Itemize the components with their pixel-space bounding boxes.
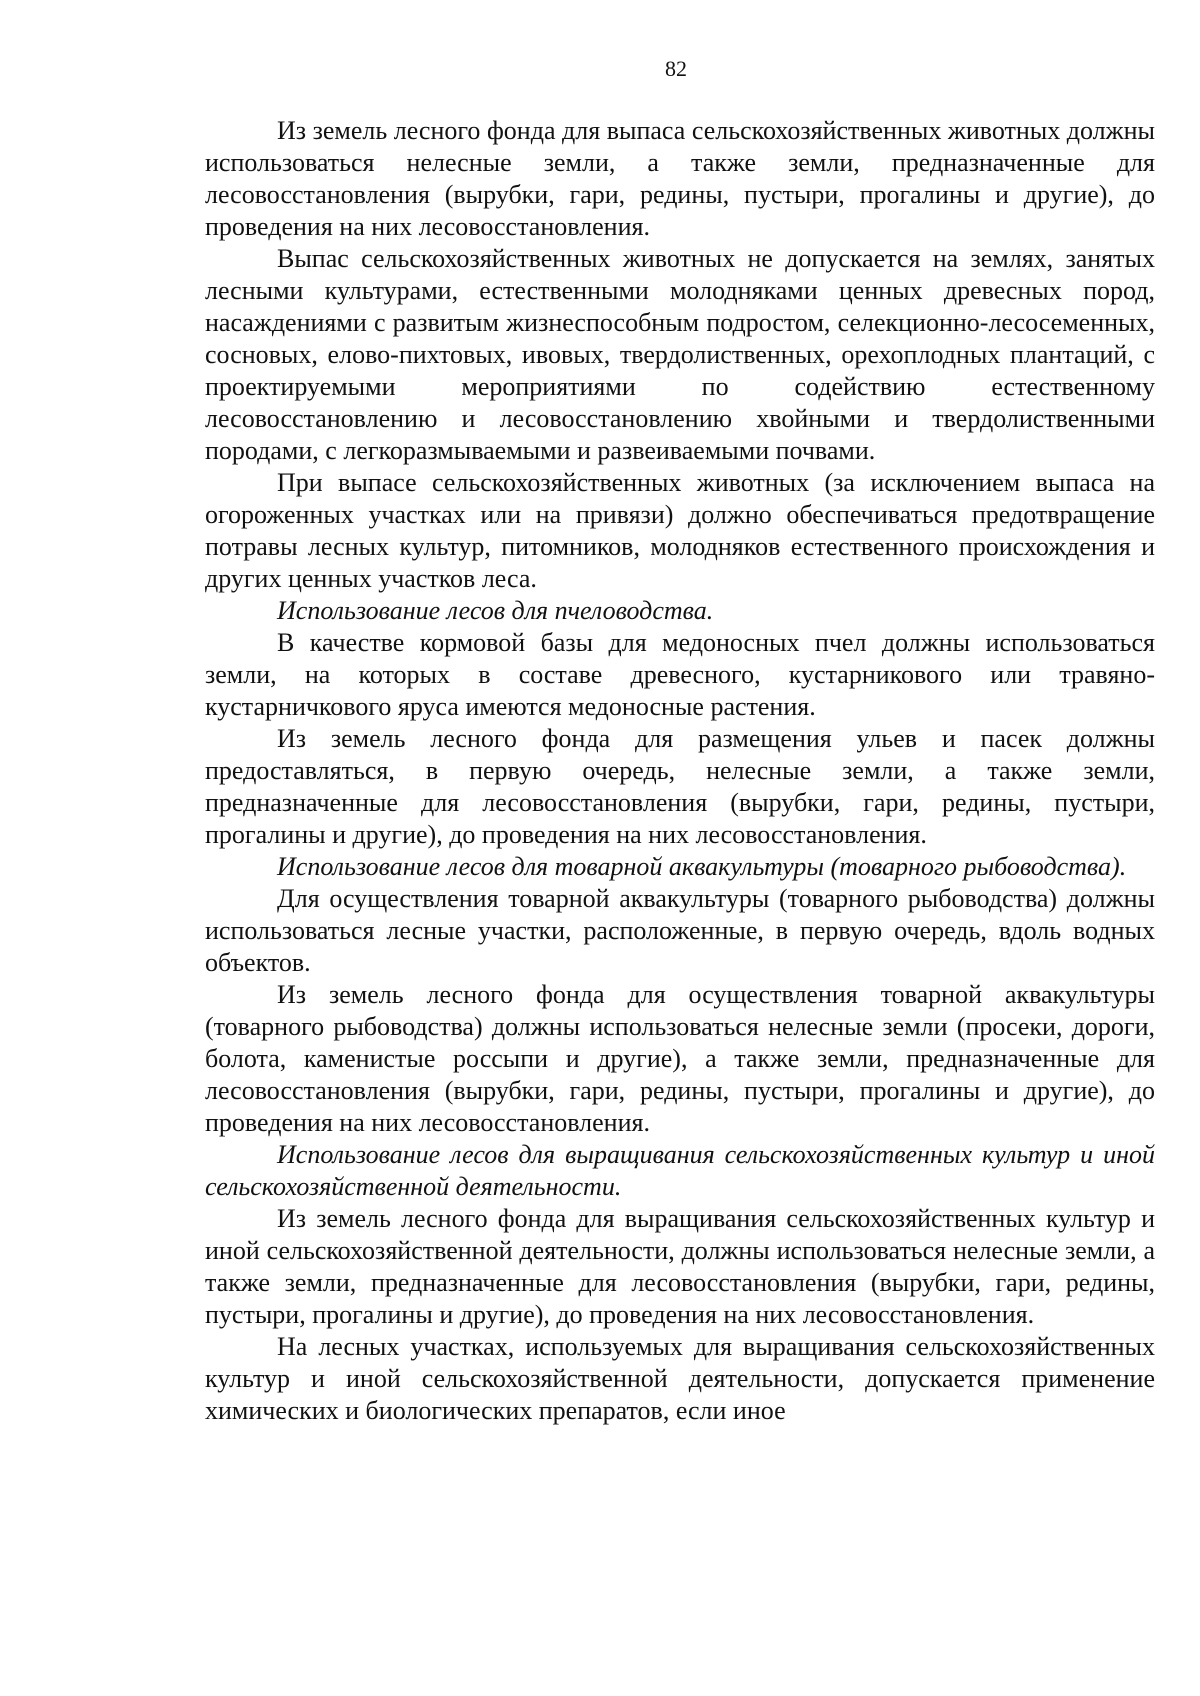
page-number: 82: [665, 56, 687, 81]
paragraph: Выпас сельскохозяйственных животных не допускается на землях, занятых лесными культурами, естественными молодняками ценных древесных пород, насаждениями с развитым жизнеспособным подростом, селекционно-лесосеменных, сосновых, елово-пихтовых, ивовых, твердолиственных, орехоплодных плантаций, с проектируемыми мероприятиями по содействию естественному лесовосстановлению и лесовосстановлению хвойными и твердолиственными породами, с легкоразмываемыми и развеиваемыми почвами.: [205, 244, 1155, 465]
paragraph: На лесных участках, используемых для выращивания сельскохозяйственных культур и иной сельскохозяйственной деятельности, допускается применение химических и биологических препаратов, если иное: [205, 1332, 1155, 1425]
paragraph: Из земель лесного фонда для выращивания сельскохозяйственных культур и иной сельскохозяйственной деятельности, должны использоваться нелесные земли, а также земли, предназначенные для лесовосстановления (вырубки, гари, редины, пустыри, прогалины и другие), до проведения на них лесовосстановления.: [205, 1204, 1155, 1329]
paragraph: В качестве кормовой базы для медоносных пчел должны использоваться земли, на которых в составе древесного, кустарникового или травяно-кустарничкового яруса имеются медоносные растения.: [205, 628, 1155, 721]
paragraph: Для осуществления товарной аквакультуры (товарного рыбоводства) должны использоваться лесные участки, расположенные, в первую очередь, вдоль водных объектов.: [205, 884, 1155, 977]
paragraph: Из земель лесного фонда для размещения ульев и пасек должны предоставляться, в первую очередь, нелесные земли, а также земли, предназначенные для лесовосстановления (вырубки, гари, редины, пустыри, прогалины и другие), до проведения на них лесовосстановления.: [205, 724, 1155, 849]
paragraph: При выпасе сельскохозяйственных животных (за исключением выпаса на огороженных участках или на привязи) должно обеспечиваться предотвращение потравы лесных культур, питомников, молодняков естественного происхождения и других ценных участков леса.: [205, 468, 1155, 593]
paragraph: Из земель лесного фонда для осуществления товарной аквакультуры (товарного рыбоводства) должны использоваться нелесные земли (просеки, дороги, болота, каменистые россыпи и другие), а также земли, предназначенные для лесовосстановления (вырубки, гари, редины, пустыри, прогалины и другие), до проведения на них лесовосстановления.: [205, 980, 1155, 1137]
paragraph: Из земель лесного фонда для выпаса сельскохозяйственных животных должны использоваться нелесные земли, а также земли, предназначенные для лесовосстановления (вырубки, гари, редины, пустыри, прогалины и другие), до проведения на них лесовосстановления.: [205, 116, 1155, 241]
section-heading: Использование лесов для пчеловодства.: [277, 596, 714, 625]
section-heading: Использование лесов для выращивания сельскохозяйственных культур и иной сельскохозяйственной деятельности.: [205, 1140, 1155, 1201]
document-body: [205, 115, 1155, 1427]
section-heading: Использование лесов для товарной аквакультуры (товарного рыбоводства).: [277, 852, 1127, 881]
